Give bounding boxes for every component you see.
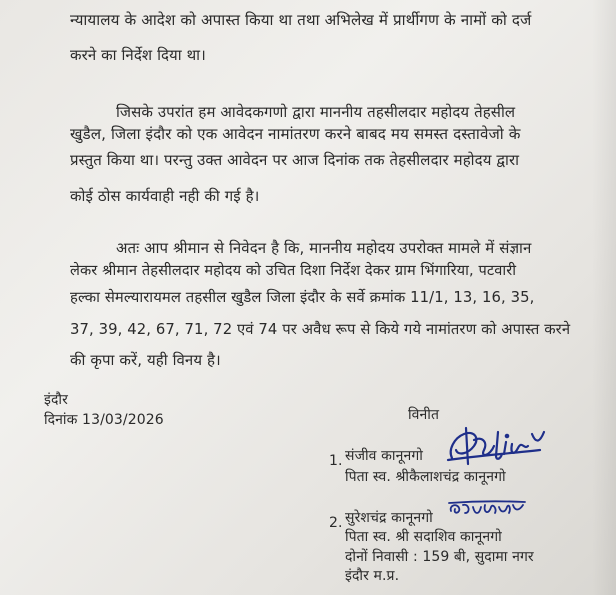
closing-label: विनीत xyxy=(408,407,440,423)
signatory-1-number: 1. xyxy=(329,453,343,469)
para3-line4: 37, 39, 42, 67, 71, 72 एवं 74 पर अवैध रूप से किये गये नामांतरण को अपास्त करने xyxy=(70,321,571,338)
para2-line2: खुडैल, जिला इंदौर को एक आवेदन नामांतरण करने बाबद मय समस्त दस्तावेजो के xyxy=(70,125,521,143)
para3-line3: हल्का सेमल्यारायमल तहसील खुडैल जिला इंदौर के सर्वे क्रमांक 11/1, 13, 16, 35, xyxy=(70,289,535,306)
para3-line5: की कृपा करें, यही विनय है। xyxy=(70,351,221,369)
para3-line1: अतः आप श्रीमान से निवेदन है कि, माननीय महोदय उपरोक्त मामले में संज्ञान xyxy=(116,239,532,257)
signatory-2-number: 2. xyxy=(329,515,343,531)
para1-line2: करने का निर्देश दिया था। xyxy=(70,46,206,64)
signatory-2-father: पिता स्व. श्री सदाशिव कानूनगो xyxy=(345,529,502,545)
signature-1 xyxy=(444,420,554,470)
address-line1: दोनों निवासी : 159 बी, सुदामा नगर xyxy=(345,549,534,565)
signatory-1-name: संजीव कानूनगो xyxy=(345,448,423,464)
signature-2 xyxy=(447,499,527,521)
address-line2: इंदौर म.प्र. xyxy=(345,568,400,584)
para1-line1: न्यायालय के आदेश को अपास्त किया था तथा अभिलेख में प्रार्थीगण के नामों को दर्ज xyxy=(70,11,532,29)
para2-line4: कोई ठोस कार्यवाही नही की गई है। xyxy=(70,187,260,205)
signatory-2-name: सुरेशचंद्र कानूनगो xyxy=(345,510,433,526)
signatory-1-father: पिता स्व. श्रीकैलाशचंद्र कानूनगो xyxy=(345,469,506,485)
para3-line2: लेकर श्रीमान तेहसीलदार महोदय को उचित दिशा निर्देश देकर ग्राम भिंगारिया, पटवारी xyxy=(70,262,517,279)
place-label: इंदौर xyxy=(44,392,68,408)
para2-line1: जिसके उपरांत हम आवेदकगणो द्वारा माननीय तहसीलदार महोदय तेहसील xyxy=(116,103,516,121)
page-edge-shadow xyxy=(592,0,616,595)
para2-line3: प्रस्तुत किया था। परन्तु उक्त आवेदन पर आज दिनांक तक तेहसीलदार महोदय द्वारा xyxy=(70,151,520,169)
date-label: दिनांक 13/03/2026 xyxy=(44,412,164,428)
